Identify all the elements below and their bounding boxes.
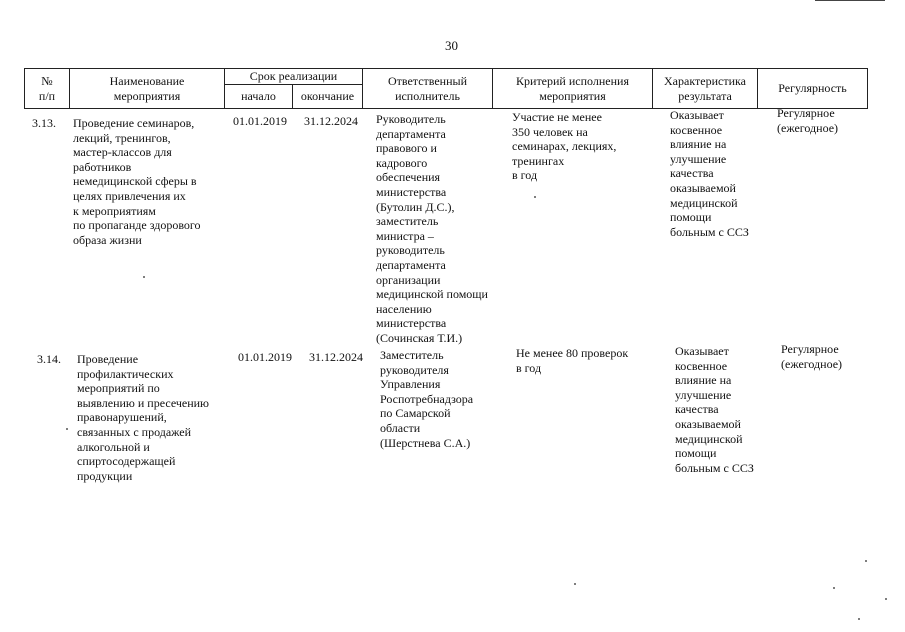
scan-speck [66, 428, 68, 430]
row-end-date: 31.12.2024 [309, 350, 363, 364]
row-responsible: Руководитель департамента правового и кадрового обеспечения министерства (Бутолин Д.С.), заместитель министра – руководитель департамента организации медицинской помощи населению министерства (Сочинская Т.И.) [376, 112, 488, 345]
scan-speck [858, 618, 860, 620]
scan-edge-mark [815, 0, 885, 1]
header-responsible: Ответственный исполнитель [363, 69, 493, 109]
scan-speck [865, 560, 867, 562]
table-header [24, 68, 868, 109]
row-result: Оказывает косвенное влияние на улучшение качества оказываемой медицинской помощи больным с ССЗ [670, 108, 749, 239]
scan-speck [833, 587, 835, 589]
row-activity-name: Проведение семинаров, лекций, тренингов, мастер-классов для работников немедицинской сферы в целях привлечения их к мероприятиям по пропаганде здорового образа жизни [73, 116, 201, 247]
scan-speck [534, 196, 536, 198]
scan-speck [143, 276, 145, 278]
header-result: Характеристика результата [653, 69, 758, 109]
row-result: Оказывает косвенное влияние на улучшение качества оказываемой медицинской помощи больным с ССЗ [675, 344, 754, 475]
header-name: Наименование мероприятия [70, 69, 225, 109]
header-regularity: Регулярность [758, 69, 868, 109]
row-regularity: Регулярное (ежегодное) [781, 342, 843, 371]
row-start-date: 01.01.2019 [233, 114, 287, 128]
row-number: 3.14. [37, 352, 61, 366]
header-criterion: Критерий исполнения мероприятия [493, 69, 653, 109]
scan-speck [574, 583, 576, 585]
row-responsible: Заместитель руководителя Управления Роспотребнадзора по Самарской области (Шерстнева С.А.) [380, 348, 474, 450]
row-criterion: Участие не менее 350 человек на семинарах, лекциях, тренингах в год [512, 110, 617, 183]
scan-speck [885, 598, 887, 600]
row-regularity: Регулярное (ежегодное) [777, 106, 839, 135]
header-start: начало [225, 85, 293, 109]
row-criterion: Не менее 80 проверок в год [516, 346, 629, 375]
header-num: № п/п [25, 69, 70, 109]
row-activity-name: Проведение профилактических мероприятий по выявлению и пресечению правонарушений, связанных с продажей алкогольной и спиртосодержащей продукции [77, 352, 210, 483]
header-term: Срок реализации [225, 69, 363, 85]
row-start-date: 01.01.2019 [238, 350, 292, 364]
row-end-date: 31.12.2024 [304, 114, 358, 128]
header-end: окончание [293, 85, 363, 109]
row-number: 3.13. [32, 116, 56, 130]
page-number: 30 [445, 38, 458, 53]
